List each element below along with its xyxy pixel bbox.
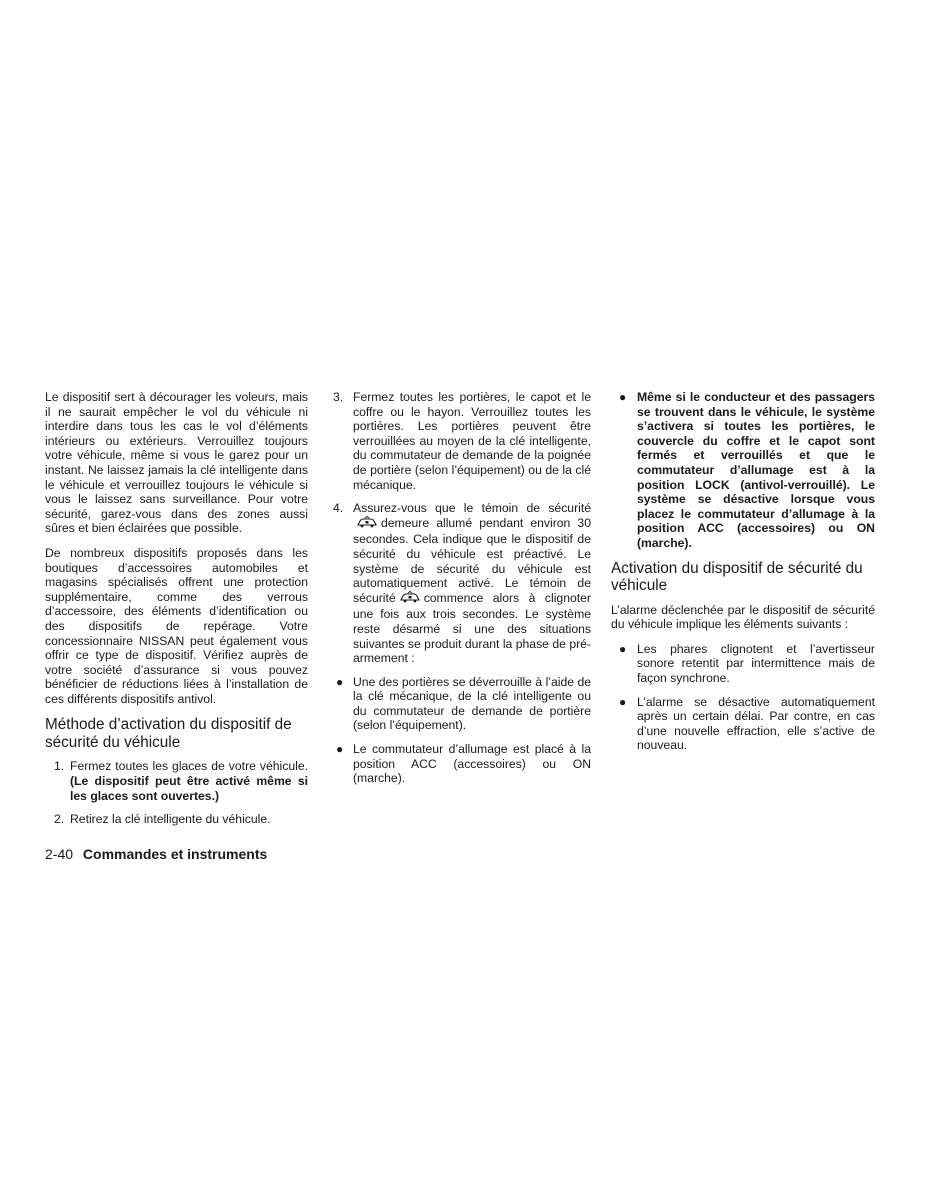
alarm-paragraph: L’alarme déclenchée par le dispositif de sécurité du véhicule implique les éléments suivants : [611, 602, 875, 632]
step-4 [333, 501, 591, 666]
step-4-part-c: commence alors à clignoter une fois aux trois secondes. Le système reste désarmé si une des situations suivantes se produit durant la phase de pré-armement : [353, 590, 591, 666]
accessories-paragraph: De nombreux dispositifs proposés dans les boutiques d’accessoires automobiles et magasins spécialisés offrent une protection supplémentaire, comme des verrous d’accessoire, des éléments d’identification ou des dispositifs de repérage. Votre concessionnaire NISSAN peut également vous offrir ce type de dispositif. Vérifiez auprès de votre société d’assurance si vous pouvez bénéficier de réductions liées à l’installation de ces différents dispositifs antivol. [45, 545, 308, 706]
bullet-text: L’alarme se désactive automatiquement après un certain délai. Par contre, en cas d’une nouvelle effraction, elle s’active de nouveau. [637, 694, 875, 753]
section-title: Commandes et instruments [82, 846, 268, 862]
step-3 [333, 390, 591, 492]
step-3-text: Fermez toutes les portières, le capot et le coffre ou le hayon. Verrouillez toutes les portières. Les portières peuvent être verrouillées au moyen de la clé intelligente, du commutateur de demande de la poignée de portière (selon l’équipement) ou de la clé mécanique. [353, 390, 591, 492]
activation-method-heading: Méthode d’activation du dispositif de sécurité du véhicule [45, 716, 292, 751]
step-number: 3. [333, 390, 344, 404]
page-number: 2-40 [45, 846, 74, 862]
intro-paragraph: Le dispositif sert à décourager les voleurs, mais il ne saurait empêcher le vol du véhicule ni interdire dans tous les cas le vol d’éléments intérieurs ou extérieurs. Verrouillez toujours votre véhicule, même si vous le garez pour un instant. Ne laissez jamais la clé intelligente dans le véhicule et verrouillez toujours le véhicule si vous le laissez sans surveillance. Pour votre sécurité, garez-vous dans des zones aussi sûres et bien éclairées que possible. [45, 390, 308, 536]
list-item [611, 642, 875, 686]
bullet-text: Les phares clignotent et l’avertisseur sonore retentit par intermittence mais de façon synchrone. [637, 641, 875, 685]
list-item [611, 695, 875, 753]
step-2-text: Retirez la clé intelligente du véhicule. [70, 812, 271, 827]
step-number: 1. [54, 759, 65, 774]
alarm-activation-heading: Activation du dispositif de sécurité du véhicule [611, 559, 863, 595]
step-1 [45, 759, 308, 803]
step-1-note: (Le dispositif peut être activé même si les glaces sont ouvertes.) [70, 774, 308, 803]
list-item [333, 742, 591, 786]
step-number: 4. [333, 501, 344, 516]
text-column-2 [333, 390, 591, 795]
text-column-3 [611, 390, 875, 762]
car-security-indicator-icon [356, 516, 378, 533]
bullet-icon: ● [336, 674, 344, 689]
step-2 [45, 812, 308, 827]
step-4-text [353, 501, 591, 666]
bullet-text: Le commutateur d’allumage est placé à la position ACC (accessoires) ou ON (marche). [353, 742, 591, 786]
page-footer [45, 846, 267, 863]
step-4-part-a: Assurez-vous que le témoin de sécurité [353, 501, 591, 516]
step-text [70, 759, 308, 803]
bullet-icon: ● [336, 742, 344, 757]
text-column-1 [45, 390, 308, 836]
step-1-text: Fermez toutes les glaces de votre véhicule. [70, 759, 308, 774]
bullet-text: Même si le conducteur et des passagers se trouvent dans le véhicule, le système s’activera si toutes les portières, le couvercle du coffre et le capot sont fermés et verrouillés et que le commutateur d’allumage est à la position LOCK (antivol-verrouillé). Le système se désactive lorsque vous placez le commutateur d’allumage à la position ACC (accessoires) ou ON (marche). [637, 390, 875, 550]
car-security-indicator-icon [399, 591, 421, 608]
step-number: 2. [54, 812, 65, 827]
bullet-icon: ● [619, 694, 627, 709]
list-item [333, 675, 591, 733]
bullet-icon: ● [619, 641, 627, 656]
bullet-text: Une des portières se déverrouille à l’aide de la clé mécanique, de la clé intelligente ou du commutateur de demande de portière (selon l’équipement). [353, 674, 591, 733]
bullet-icon: ● [619, 390, 627, 404]
list-item [611, 390, 875, 551]
step-4-part-b: demeure allumé pendant environ 30 secondes. Cela indique que le dispositif de sécurité du véhicule est préactivé. Le système de sécurité du véhicule est automatiquement activé. Le témoin de sécurité [353, 515, 591, 605]
